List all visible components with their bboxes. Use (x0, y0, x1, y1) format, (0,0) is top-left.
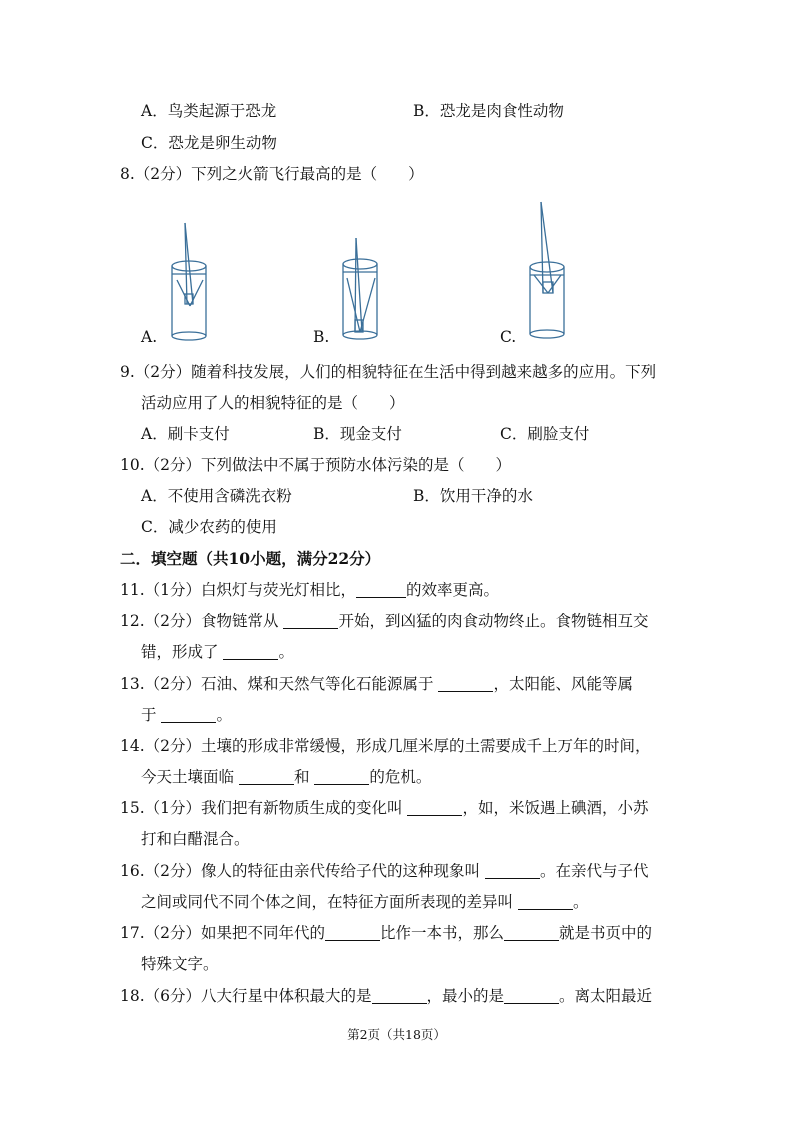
q17-blank-2 (504, 924, 559, 941)
q10-stem: 10.（2分）下列做法中不属于预防水体污染的是（ ） (120, 456, 512, 474)
q15-line1 (120, 798, 648, 818)
q8-stem: 8.（2分）下列之火箭飞行最高的是（ ） (120, 165, 424, 183)
q13-text-pre: 13.（2分）石油、煤和天然气等化石能源属于 (120, 675, 439, 693)
q11 (120, 580, 499, 600)
q18-text-post: 。离太阳最近 (559, 987, 653, 1005)
q11-text-pre: 11.（1分）白炽灯与荧光灯相比， (120, 581, 357, 599)
q12-line2-pre: 错，形成了 (141, 643, 224, 661)
q18-line1 (120, 986, 652, 1006)
q14-blank-2 (314, 768, 369, 785)
q8-option-b: B. (313, 328, 330, 346)
q14-line2 (141, 767, 431, 787)
q17-line2: 特殊文字。 (141, 955, 219, 973)
q14-line2-mid: 和 (293, 768, 315, 786)
q15-blank (407, 799, 462, 816)
q9-stem-line2: 活动应用了人的相貌特征的是（ ） (141, 394, 405, 412)
q15-line2: 打和白醋混合。 (141, 830, 250, 848)
q14-blank-1 (239, 768, 294, 785)
q14-line2-pre: 今天土壤面临 (141, 768, 239, 786)
q16-blank-2 (518, 893, 573, 910)
q10-option-b: B．饮用干净的水 (413, 487, 533, 505)
q12-blank-2 (223, 643, 278, 660)
q13-line2-post: 。 (216, 706, 232, 724)
q14-line2-post: 的危机。 (369, 768, 432, 786)
q12-line1 (120, 611, 648, 631)
q17-text-post: 就是书页中的 (559, 924, 653, 942)
q12-line2-post: 。 (278, 643, 294, 661)
q11-blank (356, 581, 406, 598)
q9-option-a: A．刷卡支付 (141, 425, 230, 443)
q9-option-c: C．刷脸支付 (500, 425, 590, 443)
q13-blank-2 (161, 706, 216, 723)
q9-option-b: B．现金支付 (313, 425, 402, 443)
q7-option-c: C．恐龙是卵生动物 (141, 134, 277, 152)
q8-figure-a (165, 218, 215, 343)
q15-text-post: ，如，米饭遇上碘酒，小苏 (462, 799, 649, 817)
q7-option-a: A．鸟类起源于恐龙 (141, 102, 277, 120)
q11-text-post: 的效率更高。 (406, 581, 500, 599)
q8-figure-b (338, 228, 388, 343)
q17-text-pre: 17.（2分）如果把不同年代的 (120, 924, 326, 942)
q8-option-a: A. (141, 328, 158, 346)
q12-text-pre: 12.（2分）食物链常从 (120, 612, 284, 630)
q16-line1 (120, 861, 648, 881)
q12-text-mid: 开始，到凶猛的肉食动物终止。食物链相互交 (338, 612, 649, 630)
q9-stem-line1: 9.（2分）随着科技发展，人们的相貌特征在生活中得到越来越多的应用。下列 (120, 363, 657, 381)
q13-line2 (141, 705, 232, 725)
page-footer: 第2页（共18页） (347, 1027, 446, 1042)
q16-text-post: 。在亲代与子代 (539, 862, 649, 880)
section-heading: 二．填空题（共10小题，满分22分） (120, 549, 381, 568)
q16-line2 (141, 892, 588, 912)
q16-line2-pre: 之间或同代不同个体之间，在特征方面所表现的差异叫 (141, 893, 518, 911)
q10-option-c: C．减少农药的使用 (141, 518, 277, 536)
q13-blank-1 (438, 675, 493, 692)
q18-text-mid: ，最小的是 (426, 987, 505, 1005)
q13-line2-pre: 于 (141, 706, 162, 724)
q12-blank-1 (283, 612, 338, 629)
q10-option-a: A．不使用含磷洗衣粉 (141, 487, 292, 505)
q18-blank-2 (504, 987, 559, 1004)
q18-text-pre: 18.（6分）八大行星中体积最大的是 (120, 987, 372, 1005)
q18-blank-1 (372, 987, 427, 1004)
q8-figure-c (524, 200, 574, 343)
q12-line2 (141, 642, 294, 662)
q17-text-mid: 比作一本书，那么 (380, 924, 505, 942)
q7-option-b: B．恐龙是肉食性动物 (413, 102, 564, 120)
q8-option-c: C. (500, 328, 517, 346)
q16-text-pre: 16.（2分）像人的特征由亲代传给子代的这种现象叫 (120, 862, 485, 880)
q16-blank-1 (485, 862, 540, 879)
q13-text-post: ，太阳能、风能等属 (493, 675, 633, 693)
q15-text-pre: 15.（1分）我们把有新物质生成的变化叫 (120, 799, 408, 817)
q17-blank-1 (325, 924, 380, 941)
q14-line1: 14.（2分）土壤的形成非常缓慢，形成几厘米厚的土需要成千上万年的时间， (120, 737, 651, 755)
q16-line2-post: 。 (572, 893, 589, 911)
q17-line1 (120, 923, 652, 943)
q13-line1 (120, 674, 633, 694)
